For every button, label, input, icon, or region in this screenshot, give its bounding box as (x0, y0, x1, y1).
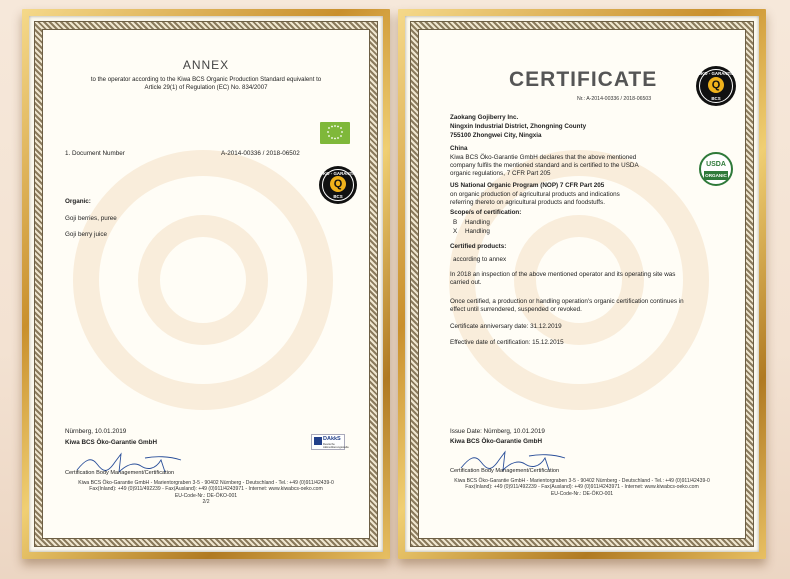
scope-mark: X (453, 228, 458, 235)
scope-label-item: Handling (465, 219, 490, 226)
certificate-frame (398, 9, 766, 559)
certified-products-label: Certified products: (450, 243, 507, 250)
certified-products-value: according to annex (453, 256, 507, 263)
annex-ornamental-border (34, 21, 378, 547)
program-title: US National Organic Program (NOP) 7 CFR Part 205 (450, 182, 605, 189)
watermark-ring (73, 150, 333, 410)
annex-document (42, 29, 370, 539)
inspection-text: In 2018 an inspection of the above mentioned operator and its operating site was carried out. (450, 271, 676, 287)
addressee-line: China (450, 145, 468, 152)
product-item: Goji berries, puree (65, 215, 117, 222)
scope-mark: B (453, 219, 458, 226)
q-icon: Q (330, 176, 346, 192)
certificate-document (418, 29, 746, 539)
place-date: Nürnberg, 10.01.2019 (65, 428, 127, 435)
doc-number-label: 1. Document Number (65, 150, 125, 157)
effective-date: Effective date of certification: 15.12.2015 (450, 339, 564, 346)
dakks-accreditation-logo: DAkkS Deutsche Akkreditierungsstelle (311, 434, 345, 450)
issuer-company: Kiwa BCS Öko-Garantie GmbH (65, 439, 158, 446)
watermark-ring (138, 215, 268, 345)
addressee-line: Ningxin Industrial District, Zhongning County (450, 123, 587, 130)
certificate-number: Nr.: A-2014-00336 / 2018-06503 (577, 96, 652, 102)
usda-organic-seal: USDA ORGANIC (699, 152, 733, 186)
annex-subtitle: to the operator according to the Kiwa BCS Organic Production Standard equivalent to Article 29(1) of Regulation (EC) No. 834/2007 (90, 76, 322, 91)
scope-label: Scope/s of certification: (450, 209, 522, 216)
certificate-title: CERTIFICATE (509, 68, 658, 91)
intro-text: Kiwa BCS Öko-Garantie GmbH declares that the above mentioned company fulfils the mentioned standard and is certified to the USDA organic regulations, 7 CFR Part 205 (450, 154, 639, 178)
oko-garantie-seal: ÖKO - GARANTIE Q BCS (319, 166, 357, 204)
issuer-company: Kiwa BCS Öko-Garantie GmbH (450, 438, 543, 445)
certificate-ornamental-border (410, 21, 754, 547)
continuation-text: Once certified, a production or handling operation's organic certification continues in effect until surrendered, suspended or revoked. (450, 298, 684, 314)
annex-frame (22, 9, 390, 559)
eu-organic-leaf-logo (320, 122, 350, 144)
oko-garantie-seal: ÖKO - GARANTIE Q BCS (696, 66, 736, 106)
q-icon: Q (708, 77, 724, 93)
program-text: on organic production of agricultural products and indications referring thereto on agricultural products and foodstuffs. (450, 191, 620, 207)
signature-caption: Certification Body Management/Certification (450, 468, 560, 474)
anniversary-date: Certificate anniversary date: 31.12.2019 (450, 323, 562, 330)
annex-footer: Kiwa BCS Öko-Garantie GmbH - Marientorgraben 3-5 - 90402 Nürnberg - Deutschland - Tel.: +49 (0)911/42439-0 Fax(Inland): +49 (0)911/492239 - Fax(Ausland): +49 (0)911/4243971 - Internet: www.kiwabcs-oeko.com EU-Code-Nr.: DE-ÖKO-001 2/2 (78, 480, 334, 506)
issue-date: Issue Date: Nürnberg, 10.01.2019 (450, 428, 545, 435)
doc-number-value: A-2014-00336 / 2018-06502 (221, 150, 300, 157)
organic-label: Organic: (65, 198, 91, 205)
addressee-line: 755100 Zhongwei City, Ningxia (450, 132, 542, 139)
certificate-footer: Kiwa BCS Öko-Garantie GmbH - Marientorgraben 3-5 - 90402 Nürnberg - Deutschland - Tel.: +49 (0)911/42439-0 Fax(Inland): +49 (0)911/492239 - Fax(Ausland): +49 (0)911/4243971 - Internet: www.kiwabcs-oeko.com EU-Code-Nr.: DE-ÖKO-001 (454, 478, 710, 497)
scope-label-item: Handling (465, 228, 490, 235)
addressee-line: Zaokang Gojiberry Inc. (450, 114, 519, 121)
signature-caption: Certification Body Management/Certification (65, 470, 175, 476)
annex-title: ANNEX (182, 58, 230, 72)
product-item: Goji berry juice (65, 231, 107, 238)
